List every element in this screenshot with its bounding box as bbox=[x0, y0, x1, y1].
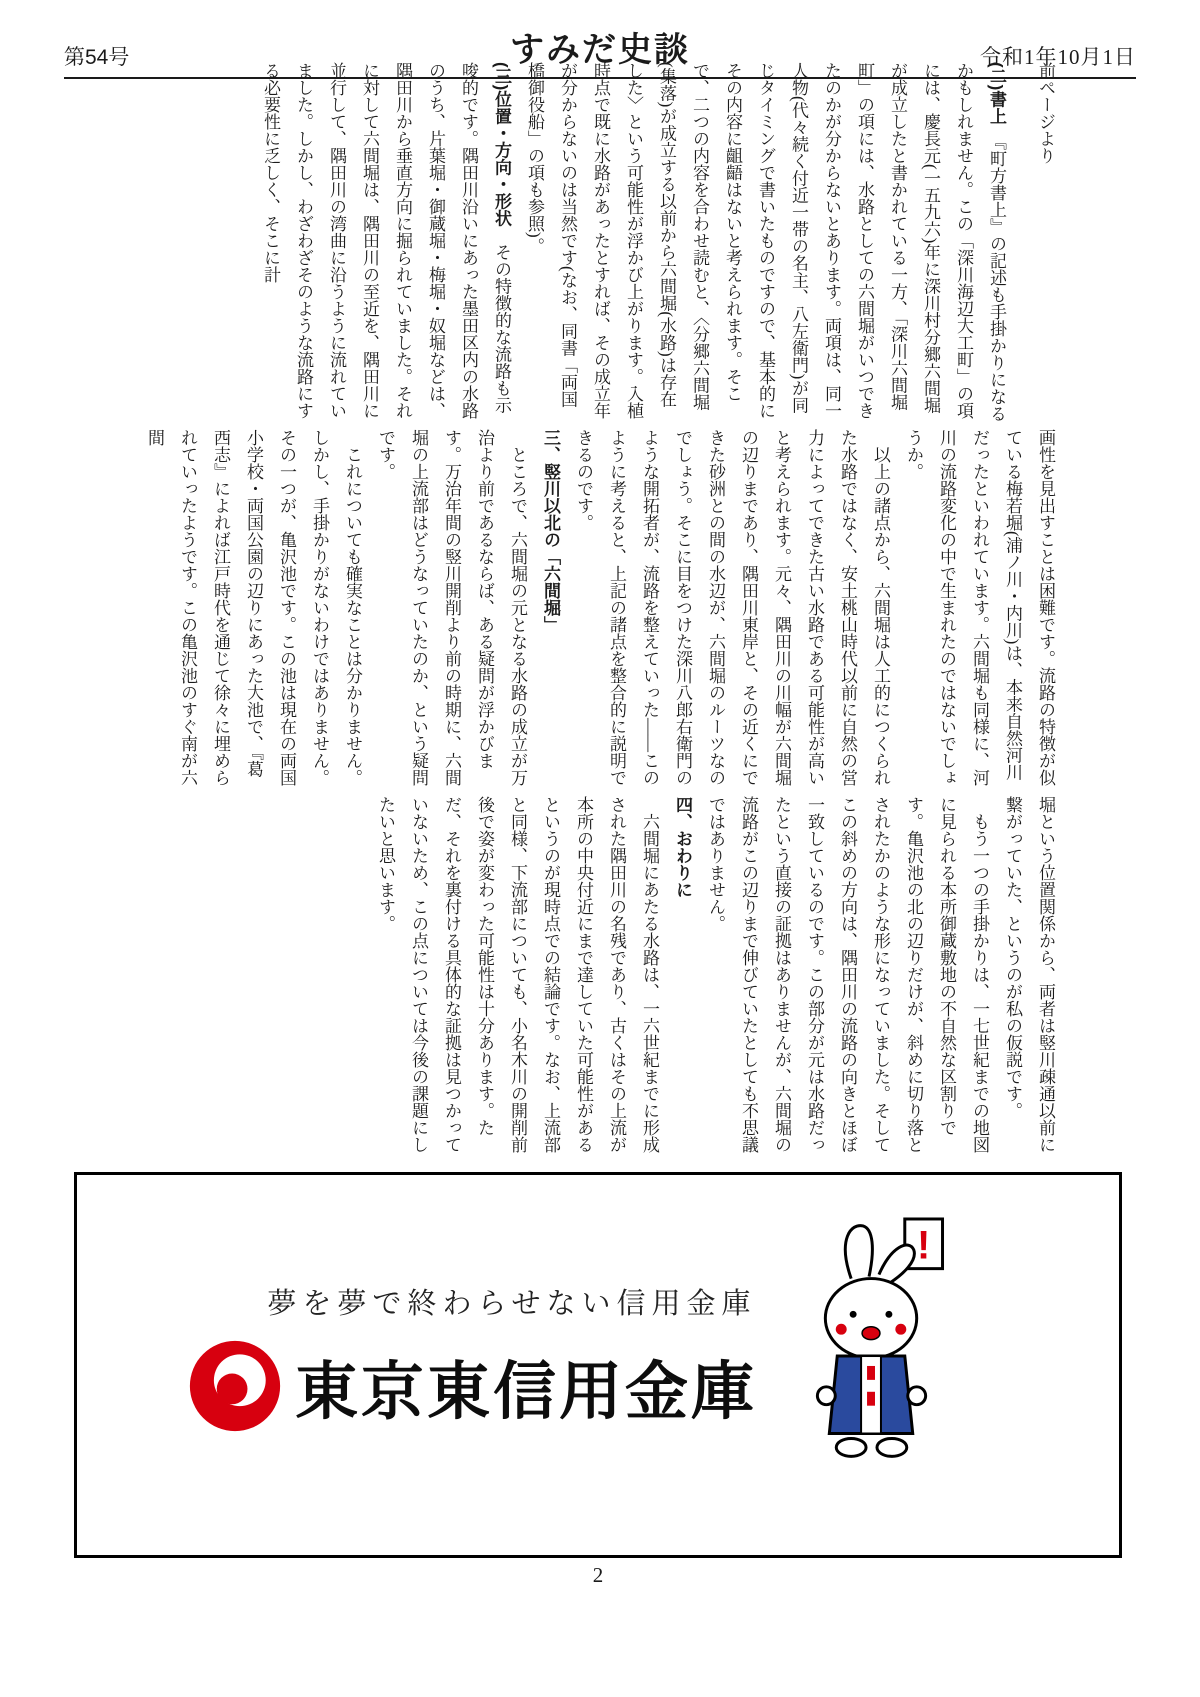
newsletter-title: すみだ史談 bbox=[510, 32, 690, 69]
paragraph-text: 『町方書上』の記述も手掛かりになるかもしれません。この「深川海辺大工町」の項には、慶長元(一五九六)年に深川村分郷六間堀が成立したと書かれている一方、「深川六間堀町」の項には、水路としての六間堀がいつできたのかが分からないとあります。両項は、同一人物(代々続く付近一帯の名主、八左衛門)が同じタイミングで書いたものですので、基本的にその内容に齟齬はないと考えられます。そこで、二つの内容を合わせ読むと、〈分郷六間堀(集落)が成立する以前から六間堀(水路)は存在した〉という可能性が浮かび上がります。入植時点で既に水路があったとすれば、その成立年が分からないのは当然です(なお、同書「両国橋御役船」の項も参照)。 bbox=[525, 62, 1006, 422]
section-heading-label: (三)位置・方向・形状 bbox=[492, 62, 511, 227]
bank-name: 東京東信用金庫 bbox=[295, 1356, 757, 1427]
paragraph-text: 堀という位置関係から、両者は竪川疎通以前に繋がっていた、というのが私の仮説です。 bbox=[1003, 796, 1055, 1153]
article-paragraph bbox=[138, 429, 369, 791]
advertisement-content bbox=[187, 1281, 837, 1434]
bank-logo-icon bbox=[187, 1338, 283, 1434]
article-paragraph bbox=[254, 62, 518, 424]
article-paragraph bbox=[518, 62, 1013, 424]
article-paragraph bbox=[369, 429, 534, 791]
article-paragraph bbox=[369, 796, 666, 1158]
article-paragraph bbox=[996, 796, 1062, 1158]
paragraph-text: これについても確実なことは分かりません。しかし、手掛かりがないわけではありません。その一つが、亀沢池です。この池は現在の両国小学校・両国公園の辺りにあった大池で、『葛西志』によれば江戸時代を通じて徐々に埋められていったようです。この亀沢池のすぐ南が六間 bbox=[145, 429, 362, 786]
page-number: 2 bbox=[592, 1563, 604, 1587]
issue-number: 第54号 bbox=[64, 46, 130, 69]
section-heading-label: 四、おわりに bbox=[673, 796, 692, 898]
bank-brand-row bbox=[187, 1338, 837, 1434]
advertisement-box bbox=[74, 1172, 1122, 1558]
paragraph-text: ところで、六間堀の元となる水路の成立が万治より前であるならば、ある疑問が浮かびます。万治年間の竪川開削より前の時期に、六間堀の上流部はどうなっていたのか、という疑問です。 bbox=[376, 429, 527, 786]
section-heading-label: (二)書上 bbox=[987, 62, 1006, 125]
exclamation-mark: ! bbox=[917, 1223, 931, 1268]
paragraph-text: 画性を見出すことは困難です。流路の特徴が似ている梅若堀(浦ノ川・内川)は、本来自然河川だったといわれています。六間堀も同様に、河川の流路変化の中で生まれたのではないでしょうか。 bbox=[904, 429, 1055, 786]
paragraph-text: もう一つの手掛かりは、一七世紀までの地図に見られる本所御蔵敷地の不自然な区割りです。亀沢池の北の辺りだけが、斜めに切り落とされたかのような形になっていました。そしてこの斜めの方向は、隅田川の流路の向きとほぼ一致しているのです。この部分が元は水路だったという直接の証拠はありませんが、六間堀の流路がこの辺りまで伸びていたとしても不思議ではありません。 bbox=[706, 796, 989, 1153]
issue-date: 令和1年10月1日 bbox=[980, 45, 1136, 69]
continuation-note bbox=[1013, 62, 1062, 424]
rabbit-mascot-icon bbox=[799, 1217, 949, 1505]
paragraph-text: 六間堀にあたる水路は、一六世紀までに形成された隅田川の名残であり、古くはその上流が本所の中央付近にまで達していた可能性があるというのが現時点での結論です。なお、上流部と同様、下流部についても、小名木川の開削前後で姿が変わった可能性は十分あります。ただ、それを裏付ける具体的な証拠は見つかっていないため、この点については今後の課題にしたいと思います。 bbox=[376, 796, 659, 1153]
paragraph-text: その特徴的な流路も示唆的です。隅田川沿いにあった墨田区内の水路のうち、片葉堀・御蔵堀・梅堀・奴堀などは、隅田川から垂直方向に掘られていました。それに対して六間堀は、隅田川の至近を、隅田川に並行して、隅田川の湾曲に沿うように流れていました。しかし、わざわざそのような流路にする必要性に乏しく、そこに計 bbox=[261, 62, 511, 419]
paragraph-text: 前ページより bbox=[1036, 62, 1055, 164]
article-band-top bbox=[72, 62, 1062, 424]
section-heading bbox=[534, 429, 567, 791]
article-paragraph bbox=[699, 796, 996, 1158]
ad-slogan: 夢を夢で終わらせない信用金庫 bbox=[267, 1288, 757, 1320]
section-heading-label: 三、竪川以北の「六間堀」 bbox=[541, 429, 560, 633]
section-heading bbox=[666, 796, 699, 1158]
article-body bbox=[72, 62, 1062, 1163]
paragraph-text: 以上の諸点から、六間堀は人工的につくられた水路ではなく、安土桃山時代以前に自然の営力によってできた古い水路である可能性が高いと考えられます。元々、隅田川の川幅が六間堀の辺りまであり、隅田川東岸と、その近くにできた砂洲との間の水辺が、六間堀のルーツなのでしょう。そこに目をつけた深川八郎右衛門のような開拓者が、流路を整えていった――このように考えると、上記の諸点を整合的に説明できるのです。 bbox=[574, 429, 890, 786]
article-band-middle bbox=[72, 429, 1062, 791]
article-band-bottom bbox=[72, 796, 1062, 1158]
article-paragraph bbox=[567, 429, 897, 791]
article-paragraph bbox=[897, 429, 1062, 791]
